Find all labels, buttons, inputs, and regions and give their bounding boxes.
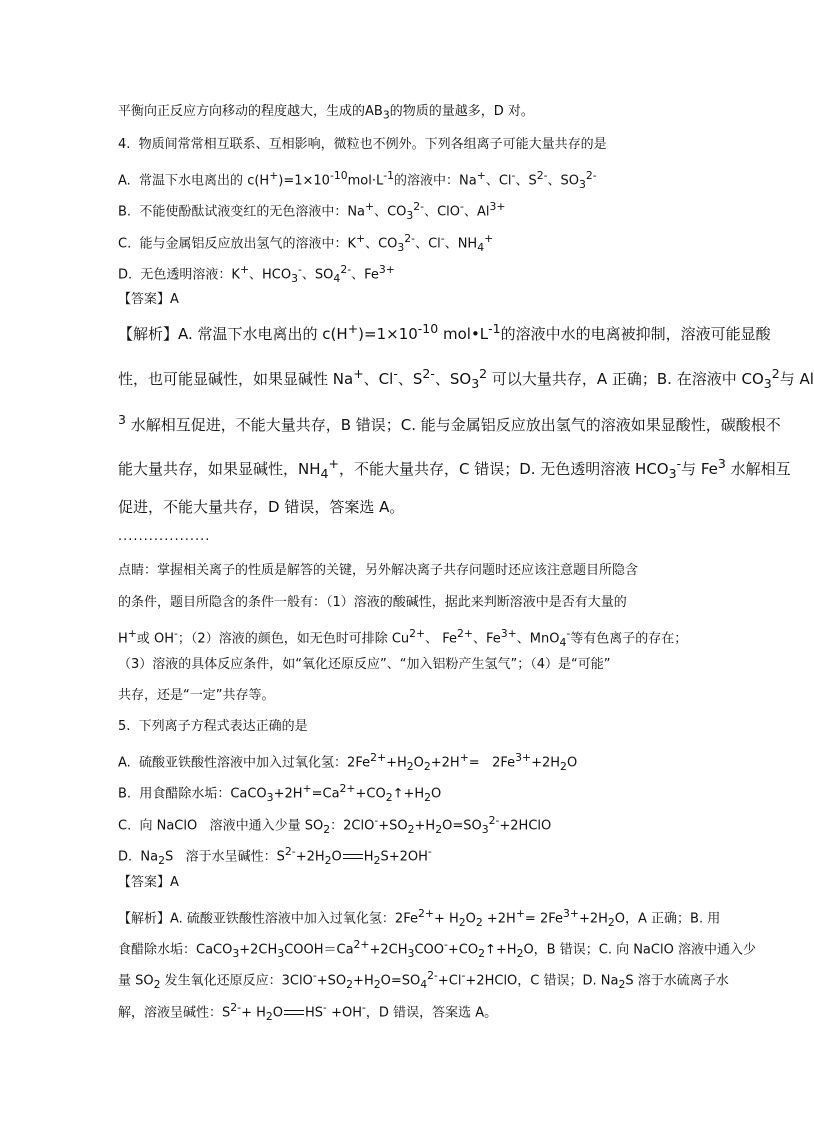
option-d: D. $Na_2S$ 溶于水呈碱性：$S^{2-}+2H_2O$ $H_2S+2OH^-$ [118,845,432,867]
analysis-line: $^3$ 水解相互促进，不能大量共存，B 错误；C. 能与金属铝反应放出氢气的溶液如果显酸性，碳酸根不 [118,412,781,434]
analysis-line: 性，也可能显碱性，如果显碱性 Na+、Cl-、$S^{2-}$、$SO_3^2$ 可以大量共存，A 正确；B. 在溶液中 $CO_3^2$与 Al [118,366,814,391]
option-a: A. 硫酸亚铁酸性溶液中加入过氧化氢：$2Fe^{2+}+H_2O_2+2H^+= 2Fe^{3+}+2H_2O$ [118,751,578,773]
tip-line: 的条件，题目所隐含的条件一般有：（1）溶液的酸碱性，据此来判断溶液中是否有大量的 [118,595,627,610]
analysis-line: 【解析】A. 常温下水电离出的 $c(H^+)=1\times 10^{-10}$ $mol•L^{-1}$的溶液中水的电离被抑制，溶液可能显酸 [118,321,771,343]
tip-line: 共存，还是“一定”共存等。 [118,688,275,703]
analysis-line: 能大量共存，如果显碱性，$NH_4^+$，不能大量共存，C 错误；D. 无色透明溶液 $HCO_3^-$与 Fe$^3$ 水解相互 [118,456,791,481]
answer-label: 【答案】A [118,292,179,307]
question-5-stem: 5. 下列离子方程式表达正确的是 [118,719,308,734]
option-d: D. 无色透明溶液：K+、$HCO_3^-$、$SO_4^{2-}$、$Fe^{3+}$ [118,263,395,285]
tip-line: 点睛：掌握相关离子的性质是解答的关键，另外解决离子共存问题时还应该注意题目所隐含 [118,563,639,578]
text-line-1: 平衡向正反应方向移动的程度越大，生成的$AB_3$的物质的量越多，D 对。 [118,104,534,122]
option-a: A. 常温下水电离出的 $c(H^+)=1\times 10^{-10}mol\cdot L^{-1}$的溶液中：Na+、Cl-、$S^{2-}$、$SO_3^{2-}$ [118,169,597,191]
option-b: B. 用食醋除水垢：$CaCO_3+2H^+=Ca^{2+}+CO_2↑+H_2O$ [118,782,442,804]
question-4-stem: 4. 物质间常常相互联系、互相影响，微粒也不例外。下列各组离子可能大量共存的是 [118,137,607,152]
option-c: C. 向 NaClO 溶液中通入少量 $SO_2$：$2ClO^-+SO_2+H_2O=SO_3^{2-}+2HClO$ [118,814,552,836]
analysis-line: 食醋除水垢：$CaCO_3+2CH_3COOH=Ca^{2+}+2CH_3COO^-+CO_2↑+H_2O$，B 错误；C. 向 NaClO 溶液中通入少 [118,938,756,960]
tip-line: H+或 OH-；（2）溶液的颜色，如无色时可排除 $Cu^{2+}$、 $Fe^{2+}$、$Fe^{3+}$、MnO$_4$-等有色离子的存在； [118,627,688,649]
separator: ·················· [118,533,211,548]
analysis-line: 【解析】A. 硫酸亚铁酸性溶液中加入过氧化氢：$2Fe^{2+}+ H_2O_2 +2H^+= 2Fe^{3+}+2H_2O$，A 正确；B. 用 [118,907,721,929]
analysis-line: 解，溶液呈碱性：$S^{2-}+ H_2O$ HS- +OH-，D 错误，答案选 A。 [118,1001,498,1023]
tip-line: （3）溶液的具体反应条件，如“氧化还原反应”、“加入铝粉产生氢气”；（4）是“可能” [118,657,611,672]
option-c: C. 能与金属铝反应放出氢气的溶液中：K+、$CO_3^{2-}$、Cl-、$NH_4^+$ [118,232,494,254]
answer-label: 【答案】A [118,875,179,890]
analysis-line: 促进，不能大量共存，D 错误，答案选 A。 [118,498,405,516]
analysis-line: 量 $SO_2$ 发生氧化还原反应：$3ClO^-+SO_2+H_2O=SO_4^{2-}+Cl^-+2HClO$，C 错误；D. $Na_2S$ 溶于水硫离子水 [118,969,729,991]
option-b: B. 不能使酚酞试液变红的无色溶液中：Na+、$CO_3^{2-}$、ClO-、$Al^{3+}$ [118,200,506,222]
